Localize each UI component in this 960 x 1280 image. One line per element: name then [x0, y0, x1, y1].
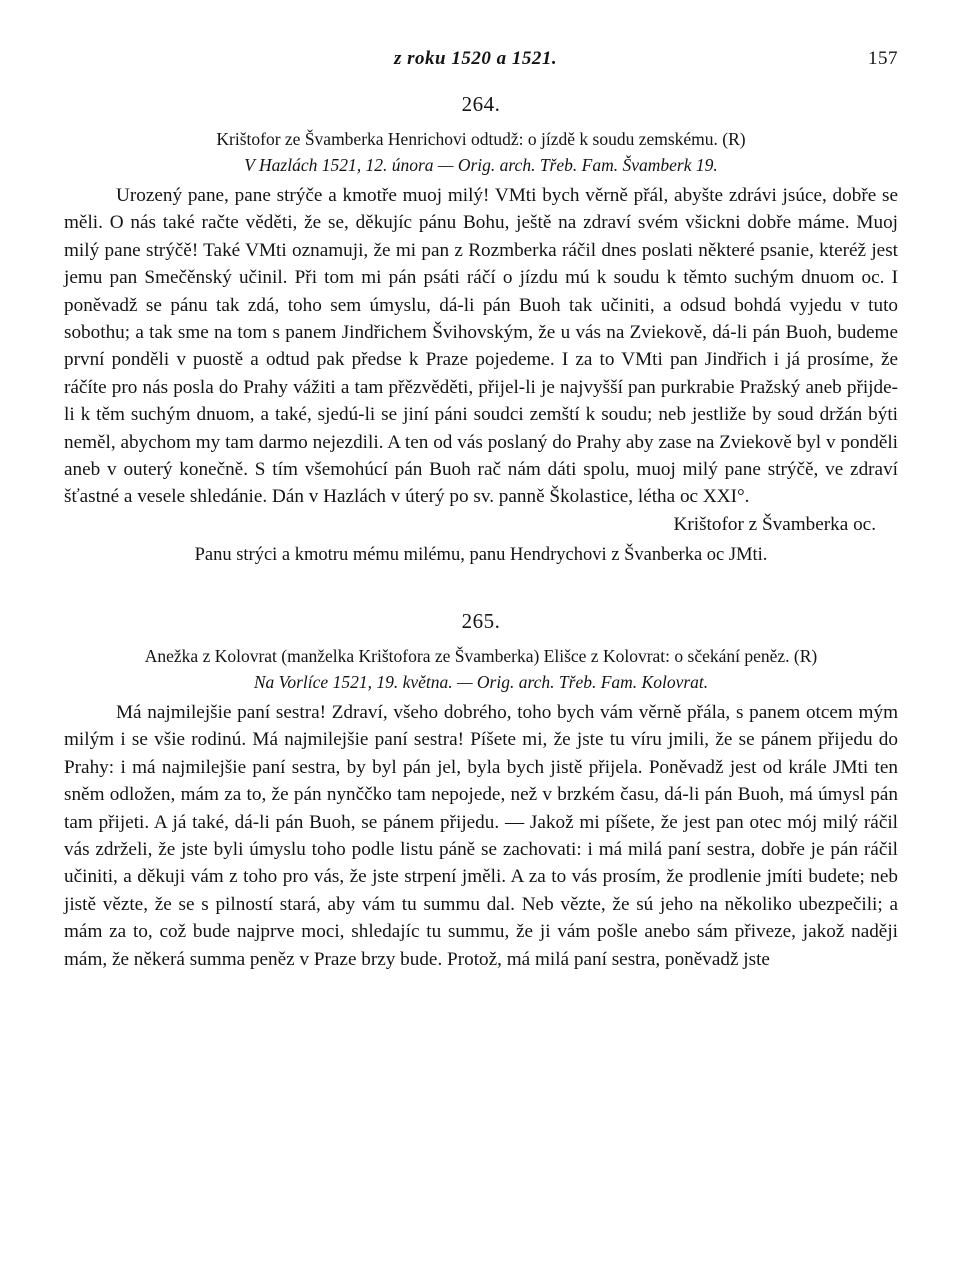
letter-heading: Anežka z Kolovrat (manželka Krištofora ze Švamberka) Elišce z Kolovrat: o sčekání peněz. (R)	[144, 645, 818, 666]
letter-body-text: Urozený pane, pane strýče a kmotře muoj milý! VMti bych věrně přál, abyšte zdrávi jsúce, dobře se měli. O nás také račte věděti, že se, děkujíc pánu Bohu, ještě na zdraví svém všickni dobře máme. Muoj milý pane strýčě! Také VMti oznamuji, že mi pan z Rozmberka ráčil dnes poslati některé psanie, kteréž jest jemu pan Smečěnský učinil. Při tom mi pán psáti ráčí o jízdu mú k soudu k těmto suchým dnuom oc. I poněvadž se pánu tak zdá, toho sem úmyslu, dá-li pán Buoh tak učiniti, a odsud bohdá vyjedu v tuto sobothu; a tak sme na tom s panem Jindřichem Švihovským, že u vás na Zviekově, dá-li pán Buoh, budeme první ponděli v puostě a odtud pak předse k Praze pojedeme. I za to VMti pan Jindřich i já prosíme, že ráčíte pro nás posla do Prahy vážiti a tam přězvěděti, přijel-li je najvyšší pan purkrabie Pražský aneb přijde-li k těm suchým dnuom, a také, sjedú-li se jiní páni soudci zemští k soudu; neb jestliže by soud držán býti neměl, abychom my tam darmo nejezdili. A ten od vás poslaný do Prahy aby zase na Zviekově byl v ponděli aneb v outerý konečně. S tím všemohúcí pán Buoh rač nám dáti spolu, muoj milý pane strýčě, ve zdraví šťastné a vesele shledánie. Dán v Hazlách v úterý po sv. panně Školastice, léthа oc XXI°.	[64, 185, 898, 508]
letter-number: 264.	[461, 92, 501, 116]
letter-source: Na Vorlíce 1521, 19. května. — Orig. arch. Třeb. Fam. Kolovrat.	[253, 671, 709, 692]
letter-number: 265.	[461, 608, 501, 633]
letter-signature: Krištofor z Švamberka oc.	[673, 513, 876, 535]
letter-264	[64, 92, 898, 569]
page-number: 157	[868, 48, 898, 69]
letter-body	[64, 699, 898, 973]
signature-line	[64, 511, 898, 539]
running-title: z roku 1520 a 1521.	[394, 48, 558, 69]
letter-source: V Hazlách 1521, 12. února — Orig. arch. Třeb. Fam. Švamberk 19.	[244, 155, 718, 175]
running-head	[64, 44, 898, 78]
letter-address: Panu strýci a kmotru mému milému, panu Hendrychovi z Švanberka oc JMti.	[194, 544, 768, 565]
letter-body-text: Má najmilejšie paní sestra! Zdraví, všeho dobrého, toho bych vám věrně přála, s panem otcem mým milým i se všie rodinú. Má najmilejšie paní sestra! Píšete mi, že jste tu víru jmili, že se pánem přijedu do Prahy: i má najmilejšie paní sestra, by byl pán jel, byla bych jistě přijela. Poněvadž jest od krále JMti ten sněm odložen, mám za to, že pán nynččko tam nepojede, než v brzkém času, dá-li pán Buoh, má úmysl pán tam přijeti. A já také, dá-li pán Buoh, se pánem přijedu. — Jakož mi píšete, že jest pan otec mój milý ráčil vás zdrželi, že jste byli úmyslu toho podle listu páně se zachovati: i má milá paní sestra, dobře je pán ráčil učiniti, a děkuji vám z toho pro vás, že jste strpení jměli. A za to vás prosím, že prodlenie jmíti budete; neb jistě vězte, že se s pilností stará, aby vám tu summu dal. Neb vězte, že sú jeho na několiko ubezpečili; a mám za to, což bude najprve moci, shledajíc tu summu, že ji vám pošle anebo sám přiveze, jakož naději mám, že někerá summa peněz v Praze brzy bude. Protož, má milá paní sestra, poněvadž jste	[64, 701, 898, 970]
letter-heading: Krištofor ze Švamberka Henrichovi odtudž: o jízdě k soudu zemskému. (R)	[216, 129, 746, 149]
letter-265	[64, 609, 898, 973]
book-page	[64, 44, 898, 973]
letter-body	[64, 182, 898, 511]
